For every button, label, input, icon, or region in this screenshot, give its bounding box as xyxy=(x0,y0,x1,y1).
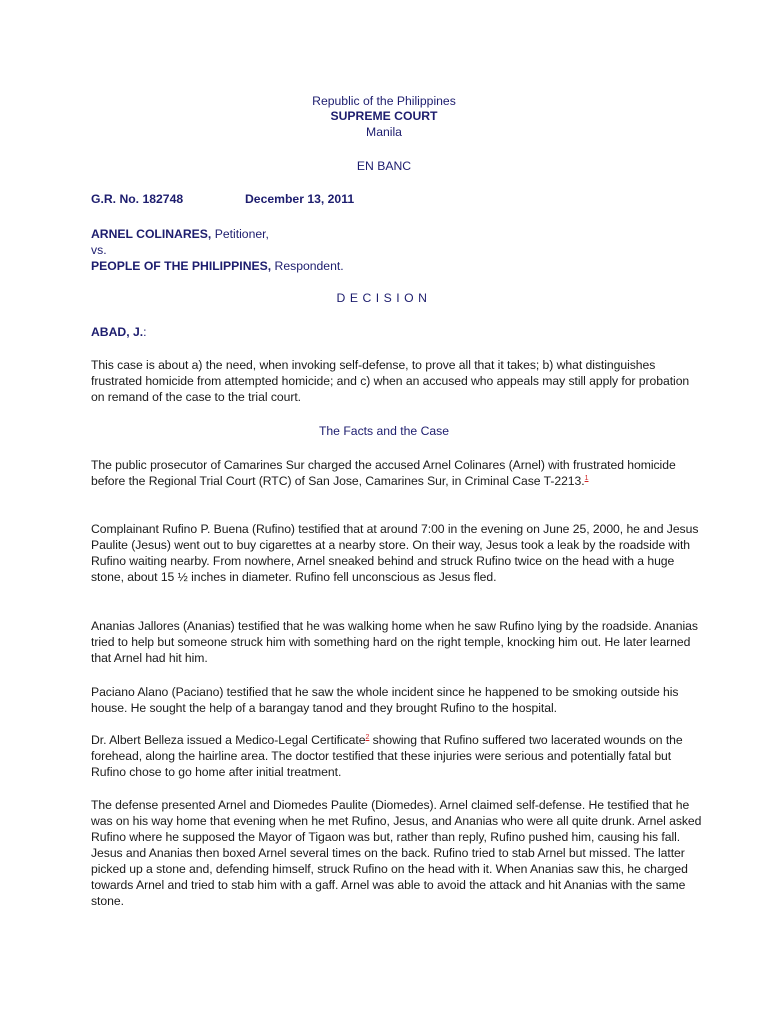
paragraph-charge xyxy=(91,457,705,489)
footnote-link-1[interactable]: 1 xyxy=(584,475,589,482)
section-heading: The Facts and the Case xyxy=(318,424,450,438)
case-number: G.R. No. 182748 xyxy=(91,192,184,206)
republic-line: Republic of the Philippines xyxy=(312,94,456,108)
division-label: EN BANC xyxy=(356,159,412,173)
paragraph-defense: The defense presented Arnel and Diomedes Paulite (Diomedes). Arnel claimed self-defense. He testified that he was on his way home that evening when he met Rufino, Jesus, and Ananias who were all quite drunk. Arnel asked Rufino where he supposed the Mayor of Tigaon was but, rather than reply, Rufino pushed him, causing his fall. Jesus and Ananias then boxed Arnel several times on the back. Rufino tried to stab Arnel but missed. The latter picked up a stone and, defending himself, struck Rufino on the head with it. When Ananias saw this, he charged towards Arnel and tried to stab him with a gaff. Arnel was able to avoid the attack and hit Ananias with the same stone. xyxy=(91,798,702,908)
decision-title: DECISION xyxy=(336,291,432,305)
petitioner-line xyxy=(91,226,269,242)
paragraph-charge-text: The public prosecutor of Camarines Sur charged the accused Arnel Colinares (Arnel) with frustrated homicide before the Regional Trial Court (RTC) of San Jose, Camarines Sur, in Criminal Case T-2213. xyxy=(91,458,676,488)
respondent-role: Respondent. xyxy=(271,259,344,273)
petitioner-name: ARNEL COLINARES, xyxy=(91,227,212,241)
court-city: Manila xyxy=(366,125,402,139)
ponente xyxy=(91,324,147,340)
petitioner-role: Petitioner, xyxy=(211,227,269,241)
ponente-colon: : xyxy=(143,325,147,339)
paragraph-medico-legal-text-b: showing that Rufino suffered two lacerated wounds on the forehead, along the hairline area. The doctor testified that these injuries were serious and potentially fatal but Rufino chose to go home after initial treatment. xyxy=(91,733,683,779)
paragraph-medico-legal-text-a: Dr. Albert Belleza issued a Medico-Legal Certificate xyxy=(91,733,366,747)
versus-line: vs. xyxy=(91,243,107,257)
ponente-name: ABAD, J. xyxy=(91,325,144,339)
respondent-line xyxy=(91,258,344,274)
court-name: SUPREME COURT xyxy=(330,109,438,123)
case-number-row xyxy=(91,191,355,207)
paragraph-ananias: Ananias Jallores (Ananias) testified that he was walking home when he saw Rufino lying by the roadside. Ananias tried to help but someone struck him with something hard on the right temple, knocking him out. He later learned that Arnel had hit him. xyxy=(91,619,698,665)
intro-paragraph: This case is about a) the need, when invoking self-defense, to prove all that it takes; b) what distinguishes frustrated homicide from attempted homicide; and c) when an accused who appeals may still apply for probation on remand of the case to the trial court. xyxy=(91,358,690,404)
footnote-link-2[interactable]: 2 xyxy=(365,734,370,741)
decision-date: December 13, 2011 xyxy=(245,192,355,206)
respondent-name: PEOPLE OF THE PHILIPPINES, xyxy=(91,259,272,273)
paragraph-paciano: Paciano Alano (Paciano) testified that he saw the whole incident since he happened to be smoking outside his house. He sought the help of a barangay tanod and they brought Rufino to the hospital. xyxy=(91,685,679,715)
paragraph-medico-legal xyxy=(91,732,705,780)
paragraph-rufino: Complainant Rufino P. Buena (Rufino) testified that at around 7:00 in the evening on June 25, 2000, he and Jesus Paulite (Jesus) went out to buy cigarettes at a nearby store. On their way, Jesus took a leak by the roadside with Rufino waiting nearby. From nowhere, Arnel sneaked behind and struck Rufino twice on the head with a huge stone, about 15 ½ inches in diameter. Rufino fell unconscious as Jesus fled. xyxy=(91,522,699,584)
